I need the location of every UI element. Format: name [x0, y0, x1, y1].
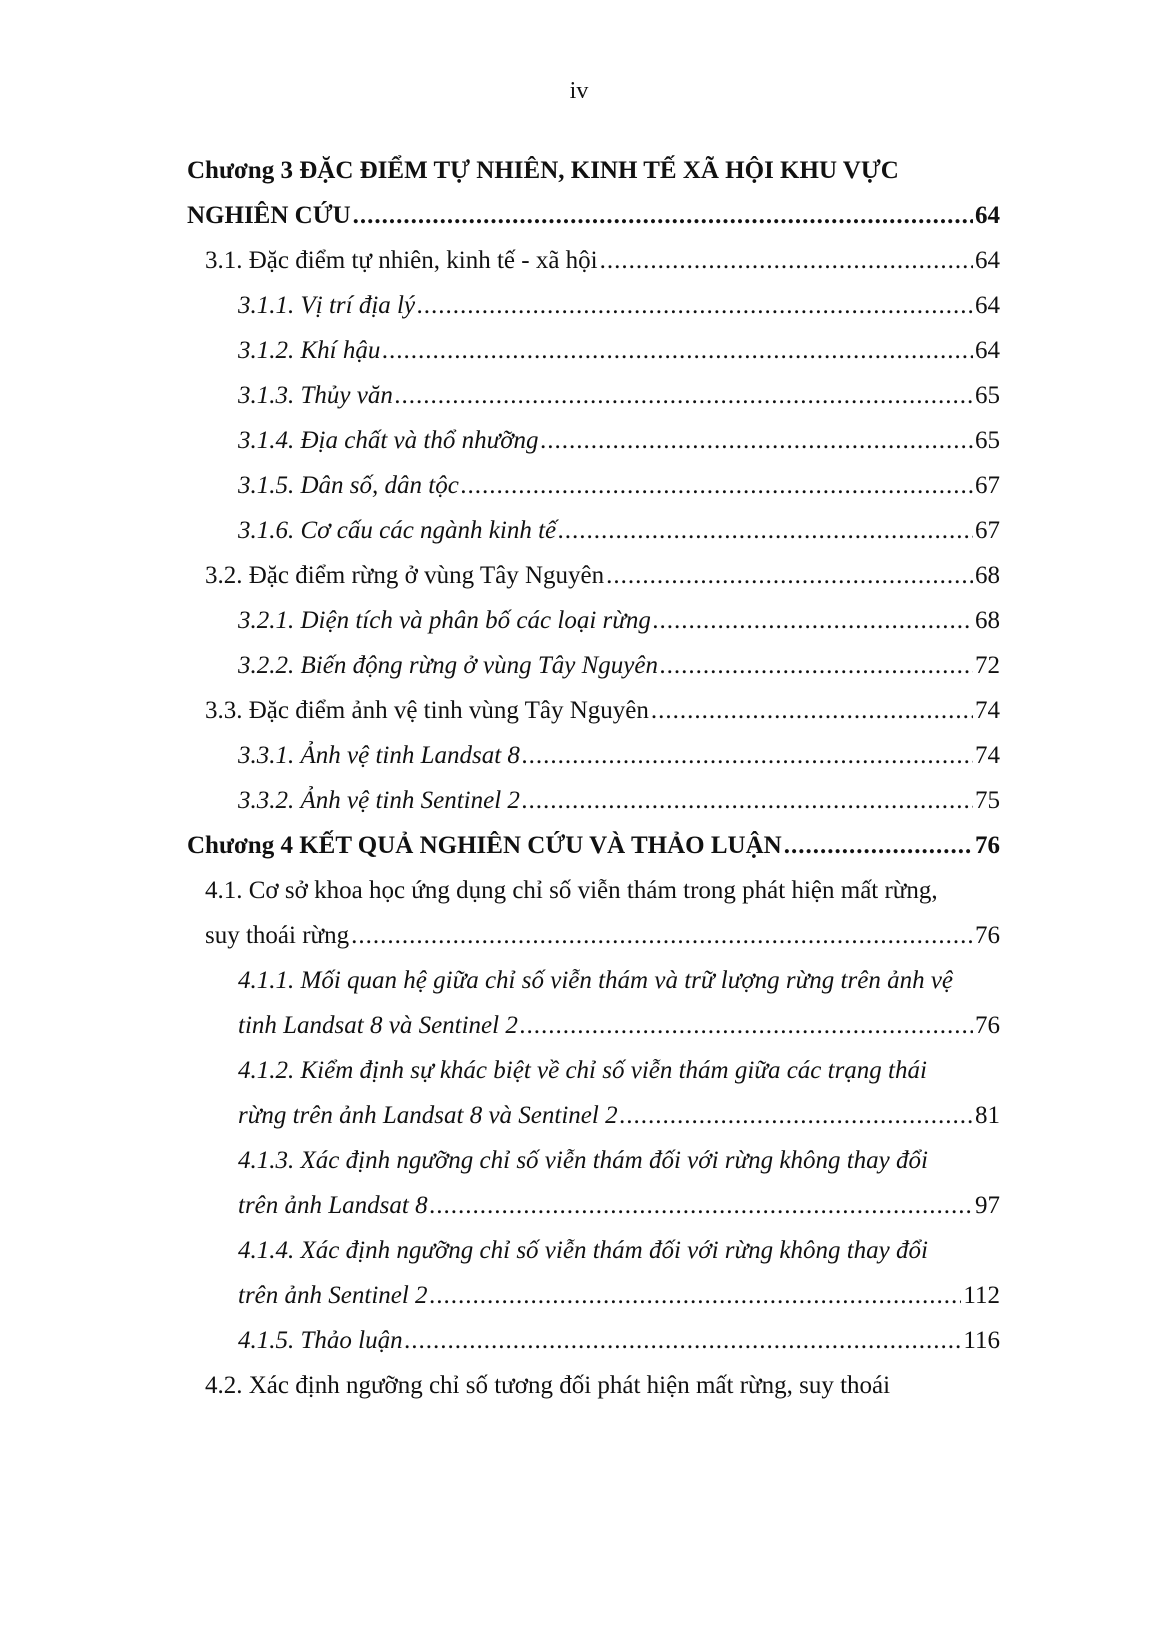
- toc-entry-page: 112: [963, 1282, 1000, 1309]
- toc-chapter-3[interactable]: [187, 193, 1000, 238]
- toc-entry-title: 3.1.1. Vị trí địa lý: [238, 292, 416, 319]
- toc-entry-title: rừng trên ảnh Landsat 8 và Sentinel 2: [238, 1102, 618, 1129]
- toc-entry-page: 65: [975, 382, 1000, 409]
- toc-subsection-3-2-2[interactable]: [238, 643, 1000, 688]
- toc-entry-title: 3.1.3. Thủy văn: [238, 382, 393, 409]
- toc-entry-title: 3.3. Đặc điểm ảnh vệ tinh vùng Tây Nguyên: [205, 697, 649, 724]
- toc-subsection-4-1-3-title[interactable]: 4.1.3. Xác định ngưỡng chỉ số viễn thám đối với rừng không thay đổi: [238, 1147, 928, 1174]
- toc-entry-title: 3.2.1. Diện tích và phân bố các loại rừng: [238, 607, 651, 634]
- toc-section-4-1-title[interactable]: 4.1. Cơ sở khoa học ứng dụng chỉ số viễn thám trong phát hiện mất rừng,: [205, 877, 938, 904]
- toc-entry-page: 116: [963, 1327, 1000, 1354]
- toc-entry-page: 76: [975, 1012, 1000, 1039]
- toc-entry-title: NGHIÊN CỨU: [187, 202, 351, 229]
- toc-entry-title: 3.1.6. Cơ cấu các ngành kinh tế: [238, 517, 557, 544]
- toc-subsection-3-1-3[interactable]: [238, 373, 1000, 418]
- leader-dots: [558, 508, 973, 553]
- toc-entry-page: 64: [975, 337, 1000, 364]
- toc-subsection-3-3-2[interactable]: [238, 778, 1000, 823]
- toc-subsection-4-1-1[interactable]: [238, 1003, 1000, 1048]
- toc-entry-title: suy thoái rừng: [205, 922, 350, 949]
- toc-entry-title: 4.1.5. Thảo luận: [238, 1327, 403, 1354]
- toc-entry-page: 65: [975, 427, 1000, 454]
- leader-dots: [784, 823, 973, 868]
- leader-dots: [660, 643, 973, 688]
- toc-section-4-2-title[interactable]: 4.2. Xác định ngưỡng chỉ số tương đối phát hiện mất rừng, suy thoái: [205, 1372, 891, 1399]
- toc-section-4-1[interactable]: [205, 913, 1000, 958]
- toc-entry-title: 3.1. Đặc điểm tự nhiên, kinh tế - xã hội: [205, 247, 598, 274]
- toc-subsection-4-1-3[interactable]: [238, 1183, 1000, 1228]
- leader-dots: [382, 328, 973, 373]
- toc-entry-title: trên ảnh Landsat 8: [238, 1192, 428, 1219]
- toc-entry-page: 67: [975, 517, 1000, 544]
- leader-dots: [430, 1183, 973, 1228]
- toc-subsection-3-1-2[interactable]: [238, 328, 1000, 373]
- toc-subsection-4-1-2[interactable]: [238, 1093, 1000, 1138]
- toc-subsection-4-1-4[interactable]: [238, 1273, 1000, 1318]
- leader-dots: [541, 418, 973, 463]
- leader-dots: [620, 1093, 973, 1138]
- toc-entry-page: 76: [975, 922, 1000, 949]
- toc-entry-page: 76: [975, 832, 1000, 859]
- toc-entry-page: 81: [975, 1102, 1000, 1129]
- leader-dots: [417, 283, 973, 328]
- leader-dots: [461, 463, 973, 508]
- leader-dots: [353, 193, 973, 238]
- toc-entry-title: 3.3.2. Ảnh vệ tinh Sentinel 2: [238, 787, 520, 814]
- toc-entry-page: 67: [975, 472, 1000, 499]
- toc-subsection-4-1-4-title[interactable]: 4.1.4. Xác định ngưỡng chỉ số viễn thám đối với rừng không thay đổi: [238, 1237, 928, 1264]
- leader-dots: [351, 913, 973, 958]
- toc-entry-page: 74: [975, 742, 1000, 769]
- toc-chapter-3-title[interactable]: Chương 3 ĐẶC ĐIỂM TỰ NHIÊN, KINH TẾ XÃ HỘI KHU VỰC: [187, 157, 899, 184]
- leader-dots: [430, 1273, 962, 1318]
- toc-section-3-3[interactable]: [205, 688, 1000, 733]
- leader-dots: [606, 553, 973, 598]
- toc-entry-title: 3.2.2. Biến động rừng ở vùng Tây Nguyên: [238, 652, 658, 679]
- toc-subsection-3-2-1[interactable]: [238, 598, 1000, 643]
- toc-section-3-1[interactable]: [205, 238, 1000, 283]
- toc-entry-title: 3.1.2. Khí hậu: [238, 337, 381, 364]
- leader-dots: [600, 238, 973, 283]
- leader-dots: [522, 733, 973, 778]
- toc-entry-page: 64: [975, 202, 1000, 229]
- toc-entry-title: 3.1.5. Dân số, dân tộc: [238, 472, 459, 499]
- toc-entry-title: 3.3.1. Ảnh vệ tinh Landsat 8: [238, 742, 520, 769]
- toc-entry-page: 64: [975, 292, 1000, 319]
- toc-subsection-4-1-5[interactable]: [238, 1318, 1000, 1363]
- toc-subsection-4-1-2-title[interactable]: 4.1.2. Kiểm định sự khác biệt về chỉ số viễn thám giữa các trạng thái: [238, 1057, 927, 1084]
- leader-dots: [520, 1003, 973, 1048]
- toc-entry-page: 64: [975, 247, 1000, 274]
- toc-subsection-3-3-1[interactable]: [238, 733, 1000, 778]
- toc-subsection-3-1-6[interactable]: [238, 508, 1000, 553]
- toc-entry-page: 74: [975, 697, 1000, 724]
- toc-entry-title: 3.1.4. Địa chất và thổ nhưỡng: [238, 427, 539, 454]
- leader-dots: [522, 778, 973, 823]
- toc-entry-page: 75: [975, 787, 1000, 814]
- toc-entry-title: tinh Landsat 8 và Sentinel 2: [238, 1012, 518, 1039]
- toc-entry-page: 68: [975, 562, 1000, 589]
- toc-subsection-4-1-1-title[interactable]: 4.1.1. Mối quan hệ giữa chỉ số viễn thám và trữ lượng rừng trên ảnh vệ: [238, 967, 954, 994]
- toc-subsection-3-1-1[interactable]: [238, 283, 1000, 328]
- leader-dots: [405, 1318, 962, 1363]
- toc-entry-page: 97: [975, 1192, 1000, 1219]
- toc-entry-title: 3.2. Đặc điểm rừng ở vùng Tây Nguyên: [205, 562, 605, 589]
- toc-section-3-2[interactable]: [205, 553, 1000, 598]
- toc-entry-title: trên ảnh Sentinel 2: [238, 1282, 428, 1309]
- leader-dots: [395, 373, 973, 418]
- toc-subsection-3-1-5[interactable]: [238, 463, 1000, 508]
- toc-entry-page: 72: [975, 652, 1000, 679]
- toc-chapter-4[interactable]: [187, 823, 1000, 868]
- page-number: iv: [569, 78, 589, 104]
- toc-entry-title: Chương 4 KẾT QUẢ NGHIÊN CỨU VÀ THẢO LUẬN: [187, 832, 782, 859]
- toc-subsection-3-1-4[interactable]: [238, 418, 1000, 463]
- toc-entry-page: 68: [975, 607, 1000, 634]
- leader-dots: [653, 598, 973, 643]
- leader-dots: [651, 688, 973, 733]
